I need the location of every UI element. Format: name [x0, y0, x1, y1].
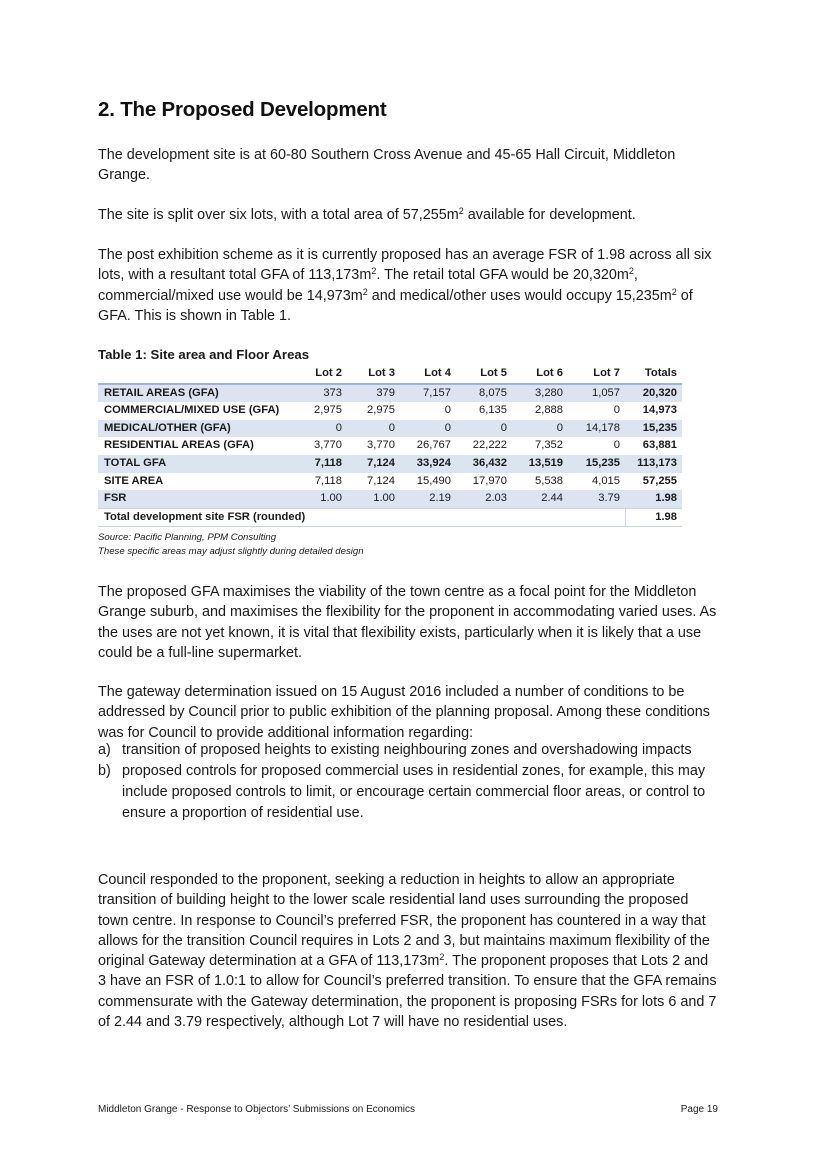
total-fsr-label: Total development site FSR (rounded)	[98, 508, 625, 527]
list-item-text: proposed controls for proposed commercial uses in residential zones, for example, this may include proposed controls to limit, or encourage certain commercial floor areas, or control to ensure a proportion of residential use.	[122, 763, 706, 821]
table-cell: 1.00	[347, 490, 400, 508]
table-cell: 0	[400, 420, 456, 438]
table-cell: 33,924	[400, 455, 456, 473]
table-cell: 3.79	[568, 490, 625, 508]
row-label: COMMERCIAL/MIXED USE (GFA)	[104, 404, 280, 417]
list-item-text: transition of proposed heights to existing neighbouring zones and overshadowing impacts	[122, 742, 692, 758]
paragraph-council-response: Council responded to the proponent, seeking a reduction in heights to allow an appropriate transition of building height to the lower scale residential land uses surrounding the proposed town centre. In response to Council’s preferred FSR, the proponent has countered in a way that allows for the transition Council requires in Lots 2 and 3, but maintains maximum flexibility of the original Gateway determination at a GFA of $113,173m^2$. The proponent proposes that Lots 2 and 3 have an FSR of 1.0:1 to allow for Council’s preferred transition. To ensure that the GFA remains commensurate with the Gateway determination, the proponent is proposing FSRs for lots 6 and 7 of 2.44 and 3.79 respectively, although Lot 7 will have no residential uses.	[98, 872, 717, 1031]
table-cell-total: 15,235	[625, 420, 682, 438]
table-header: Lot 4	[424, 367, 451, 379]
total-fsr-value: 1.98	[625, 508, 682, 527]
table-row	[98, 402, 682, 420]
table-cell: 0	[347, 420, 400, 438]
table-cell: 2,975	[314, 404, 342, 417]
list-marker: a)	[98, 742, 111, 758]
table-cell: 2.19	[400, 490, 456, 508]
paragraph-gateway: The gateway determination issued on 15 August 2016 included a number of conditions to be addressed by Council prior to public exhibition of the planning proposal. Among these conditions was for Council to provide additional information regarding:	[98, 684, 710, 741]
table-header: Lot 6	[536, 367, 563, 379]
table-row	[98, 490, 682, 508]
table-cell: 1.00	[294, 490, 347, 508]
table-header: Lot 2	[315, 367, 342, 379]
table-cell-total: 14,973	[642, 404, 677, 417]
paragraph-scheme: The post exhibition scheme as it is currently proposed has an average FSR of 1.98 across all six lots, with a resultant total GFA of $113,173m^2$. The retail total GFA would be $20,320m^2$, commercial/mixed use would be $14,973m^2$ and medical/other uses would occupy $15,235m^2$ of GFA. This is shown in Table 1.	[98, 247, 712, 324]
table-cell-total: 57,255	[642, 474, 677, 487]
page-number: Page 19	[680, 1104, 718, 1115]
table-cell: 14,178	[568, 420, 625, 438]
table-row	[98, 473, 682, 491]
table-cell: 2,975	[367, 404, 395, 417]
table-header: Lot 7	[593, 367, 620, 379]
paragraph-site-area: The site is split over six lots, with a total area of $57,255m^2$ available for development.	[98, 206, 636, 223]
table-row	[98, 437, 682, 455]
section-heading: 2. The Proposed Development	[98, 98, 387, 121]
row-label: SITE AREA	[104, 474, 164, 487]
table-cell: 0	[456, 420, 512, 438]
table-cell: 26,767	[416, 439, 451, 452]
table-cell: 17,970	[472, 474, 507, 487]
row-label: FSR	[98, 490, 294, 508]
table-cell-total: 1.98	[625, 490, 682, 508]
table-cell: 7,124	[347, 455, 400, 473]
list-marker: b)	[98, 763, 111, 779]
table-row	[98, 384, 682, 403]
table-cell: 22,222	[472, 439, 507, 452]
table-cell: 7,352	[535, 439, 563, 452]
table-cell-total: 20,320	[625, 384, 682, 403]
footer-title: Middleton Grange - Response to Objectors’ Submissions on Economics	[98, 1104, 416, 1115]
table-cell: 7,124	[367, 474, 395, 487]
table-cell: 5,538	[535, 474, 563, 487]
table-cell: 7,157	[400, 384, 456, 403]
table-caption: Table 1: Site area and Floor Areas	[98, 347, 310, 362]
table-cell-total: 63,881	[642, 439, 677, 452]
table-cell: 6,135	[479, 404, 507, 417]
list-item	[98, 740, 718, 761]
table-cell: 4,015	[592, 474, 620, 487]
table-cell: 0	[613, 439, 620, 452]
table-cell: 0	[512, 420, 568, 438]
table-cell: 7,118	[314, 474, 342, 487]
table-cell: 36,432	[456, 455, 512, 473]
row-label: MEDICAL/OTHER (GFA)	[98, 420, 294, 438]
table-cell: 0	[294, 420, 347, 438]
row-label: RESIDENTIAL AREAS (GFA)	[104, 439, 254, 452]
table-header-row	[98, 365, 682, 384]
table-cell: 0	[444, 404, 451, 417]
table-cell: 3,770	[367, 439, 395, 452]
table-cell: 2,888	[535, 404, 563, 417]
paragraph-site-location: The development site is at 60-80 Southern Cross Avenue and 45-65 Hall Circuit, Middleton Grange.	[98, 147, 676, 184]
table-row	[98, 455, 682, 473]
site-area-table	[98, 365, 682, 527]
conditions-list	[98, 740, 718, 824]
table-cell: 373	[294, 384, 347, 403]
table-cell: 8,075	[456, 384, 512, 403]
table-row	[98, 420, 682, 438]
table-cell: 3,770	[314, 439, 342, 452]
table-cell: 0	[613, 404, 620, 417]
list-item	[98, 761, 718, 824]
table-cell: 15,235	[568, 455, 625, 473]
table-cell: 2.03	[456, 490, 512, 508]
table-header: Lot 5	[480, 367, 507, 379]
row-label: TOTAL GFA	[98, 455, 294, 473]
table-cell: 379	[347, 384, 400, 403]
table-total-row	[98, 508, 682, 527]
table-header: Totals	[644, 367, 677, 379]
paragraph-viability: The proposed GFA maximises the viability of the town centre as a focal point for the Middleton Grange suburb, and maximises the flexibility for the proponent in accommodating varied uses. As the uses are not yet known, it is vital that flexibility exists, particularly when it is likely that a use could be a full-line supermarket.	[98, 584, 717, 661]
table-cell: 2.44	[512, 490, 568, 508]
row-label: RETAIL AREAS (GFA)	[98, 384, 294, 403]
table-cell: 15,490	[416, 474, 451, 487]
table-note: These specific areas may adjust slightly during detailed design	[98, 546, 364, 557]
table-cell: 1,057	[568, 384, 625, 403]
table-cell-total: 113,173	[625, 455, 682, 473]
table-cell: 7,118	[294, 455, 347, 473]
table-header-blank	[98, 365, 294, 384]
table-cell: 3,280	[512, 384, 568, 403]
table-source: Source: Pacific Planning, PPM Consulting	[98, 532, 277, 543]
table-cell: 13,519	[512, 455, 568, 473]
table-header: Lot 3	[368, 367, 395, 379]
